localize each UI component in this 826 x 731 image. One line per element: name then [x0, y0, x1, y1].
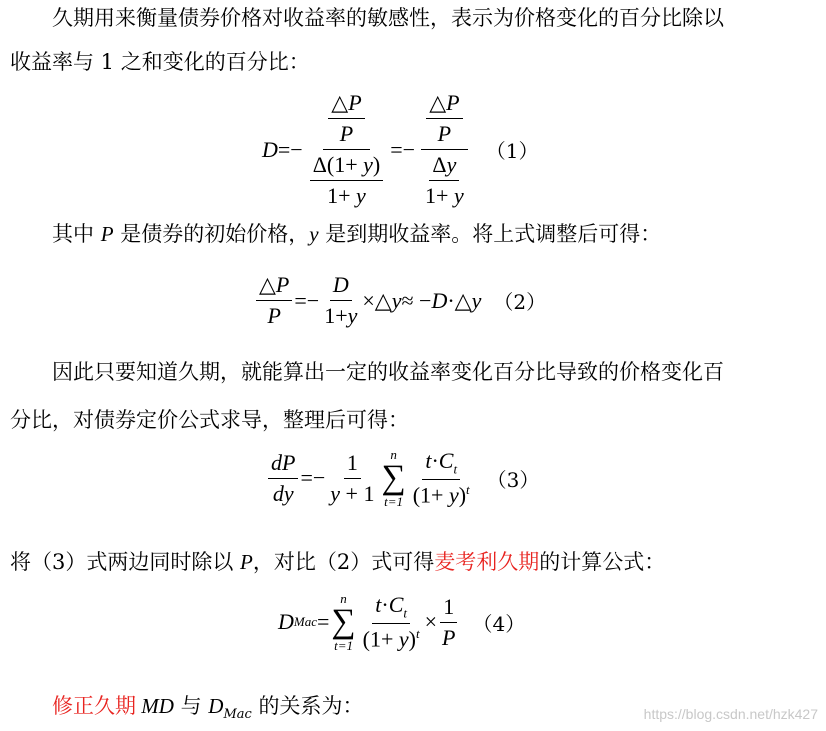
- equation-3-number: （3）: [486, 467, 540, 492]
- paragraph-2: 其中 P 是债券的初始价格，y 是到期收益率。将上式调整后可得：: [52, 222, 662, 246]
- paragraph-3-line-2: 分比，对债券定价公式求导，整理后可得：: [10, 408, 409, 432]
- equation-4: D Mac = n ∑ t=1 $\frac{t\cdot C_t}{(1+ y)^t}$ × $\frac{1}{P}$ （4）: [278, 591, 526, 654]
- watermark: https://blog.csdn.net/hzk427: [643, 706, 818, 722]
- paragraph-5: 修正久期 MD 与 $D_{Mac}$ 的关系为：: [52, 694, 364, 723]
- modified-duration-term: 修正久期: [52, 694, 136, 718]
- paragraph-3-line-1: 因此只要知道久期，就能算出一定的收益率变化百分比导致的价格变化百: [52, 360, 724, 384]
- equation-2-number: （2）: [493, 290, 547, 314]
- paragraph-1-line-2: 收益率与 1 之和变化的百分比：: [10, 50, 310, 74]
- equation-3: $\frac{dP}{dy}$ =− $\frac{1}{y + 1}$ n ∑ t=1 $\frac{t\cdot C_t}{(1+ y)^t}$ （3）: [266, 448, 539, 509]
- equation-4-number: （4）: [472, 611, 526, 636]
- paragraph-1-line-1: 久期用来衡量债券价格对收益率的敏感性，表示为价格变化的百分比除以: [52, 6, 724, 30]
- equation-1: D =− $\frac{\frac{\triangle P}{P}}{\frac{\Delta(1+ y)}{1+ y}}$ =− $\frac{\frac{\triangle P}{P}}{\frac{\Delta y}{1+ y}}$ （1）: [262, 90, 539, 208]
- macaulay-duration-term: 麦考利久期: [434, 550, 540, 574]
- equation-2: $\frac{\triangle P}{P}$ =− $\frac{D}{1+y}$ ×△ y ≈ − D ·△ y （2）: [254, 272, 546, 329]
- equation-1-number: （1）: [485, 139, 539, 163]
- paragraph-4: 将（3）式两边同时除以 P，对比（2）式可得麦考利久期的计算公式：: [10, 550, 666, 574]
